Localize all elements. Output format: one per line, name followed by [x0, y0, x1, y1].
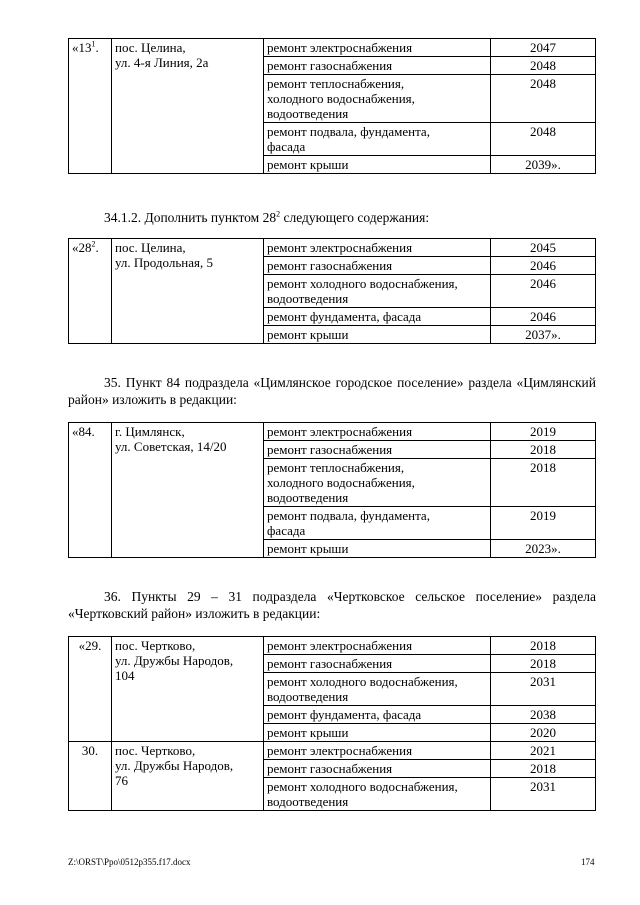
work-year: 2048: [491, 123, 596, 156]
work-year: 2045: [491, 239, 596, 257]
work-year: 2048: [491, 57, 596, 75]
work-type: ремонт фундамента, фасада: [264, 706, 491, 724]
work-year: 2020: [491, 724, 596, 742]
work-type: ремонт газоснабжения: [264, 655, 491, 673]
work-type: ремонт газоснабжения: [264, 441, 491, 459]
work-year: 2019: [491, 507, 596, 540]
work-type: ремонт электроснабжения: [264, 39, 491, 57]
item-number: «84.: [69, 423, 112, 558]
work-type: ремонт электроснабжения: [264, 239, 491, 257]
table-row: [69, 239, 596, 257]
work-type: ремонт крыши: [264, 540, 491, 558]
work-year: 2031: [491, 778, 596, 811]
table-item-84: [68, 422, 596, 558]
work-year: 2038: [491, 706, 596, 724]
work-type: ремонт холодного водоснабжения, водоотведения: [264, 275, 491, 308]
item-address: пос. Целина, ул. 4-я Линия, 2а: [112, 39, 264, 174]
paragraph-35: 35. Пункт 84 подраздела «Цимлянское городское поселение» раздела «Цимлянский район» изложить в редакции:: [68, 375, 596, 407]
paragraph-text-tail: следующего содержания:: [280, 210, 430, 225]
table-item-28-2: [68, 238, 596, 344]
work-type: ремонт электроснабжения: [264, 637, 491, 655]
table-item-13-1: [68, 38, 596, 174]
table-row: [69, 742, 596, 760]
table-items-29-30: [68, 636, 596, 811]
table-row: [69, 637, 596, 655]
work-year: 2018: [491, 637, 596, 655]
item-address: пос. Чертково, ул. Дружбы Народов, 76: [112, 742, 264, 811]
work-type: ремонт газоснабжения: [264, 257, 491, 275]
work-year: 2018: [491, 760, 596, 778]
work-year: 2046: [491, 308, 596, 326]
work-type: ремонт газоснабжения: [264, 57, 491, 75]
work-year: 2039».: [491, 156, 596, 174]
paragraph-34-1-2: [68, 209, 596, 226]
work-year: 2023».: [491, 540, 596, 558]
work-type: ремонт газоснабжения: [264, 760, 491, 778]
work-type: ремонт электроснабжения: [264, 423, 491, 441]
work-year: 2018: [491, 459, 596, 507]
work-year: 2037».: [491, 326, 596, 344]
superscript: 2: [276, 209, 281, 219]
item-number: «29.: [69, 637, 112, 742]
work-year: 2018: [491, 655, 596, 673]
work-type: ремонт электроснабжения: [264, 742, 491, 760]
work-type: ремонт крыши: [264, 156, 491, 174]
work-year: 2048: [491, 75, 596, 123]
work-type: ремонт крыши: [264, 326, 491, 344]
superscript: 2: [91, 239, 96, 249]
table-row: [69, 39, 596, 57]
item-number: «$13^1$.: [69, 39, 112, 174]
work-year: 2021: [491, 742, 596, 760]
work-year: 2047: [491, 39, 596, 57]
item-address: пос. Целина, ул. Продольная, 5: [112, 239, 264, 344]
item-address: пос. Чертково, ул. Дружбы Народов, 104: [112, 637, 264, 742]
paragraph-text: 34.1.2. Дополнить пунктом 28: [104, 210, 277, 225]
work-year: 2046: [491, 257, 596, 275]
work-type: ремонт крыши: [264, 724, 491, 742]
work-type: ремонт холодного водоснабжения, водоотведения: [264, 778, 491, 811]
item-address: г. Цимлянск, ул. Советская, 14/20: [112, 423, 264, 558]
paragraph-36: 36. Пункты 29 – 31 подраздела «Чертковское сельское поселение» раздела «Чертковский район» изложить в редакции:: [68, 589, 596, 621]
work-type: ремонт фундамента, фасада: [264, 308, 491, 326]
work-year: 2018: [491, 441, 596, 459]
work-year: 2046: [491, 275, 596, 308]
item-number: 30.: [69, 742, 112, 811]
work-type: ремонт теплоснабжения, холодного водоснабжения, водоотведения: [264, 75, 491, 123]
table-row: [69, 423, 596, 441]
superscript: 1: [91, 39, 96, 49]
footer-file-path: Z:\ORST\Ppo\0512p355.f17.docx: [68, 857, 191, 867]
work-type: ремонт холодного водоснабжения, водоотведения: [264, 673, 491, 706]
work-type: ремонт подвала, фундамента, фасада: [264, 507, 491, 540]
work-year: 2031: [491, 673, 596, 706]
page-number: 174: [581, 857, 595, 867]
item-number: «$28^2$.: [69, 239, 112, 344]
work-year: 2019: [491, 423, 596, 441]
work-type: ремонт теплоснабжения, холодного водоснабжения, водоотведения: [264, 459, 491, 507]
work-type: ремонт подвала, фундамента, фасада: [264, 123, 491, 156]
